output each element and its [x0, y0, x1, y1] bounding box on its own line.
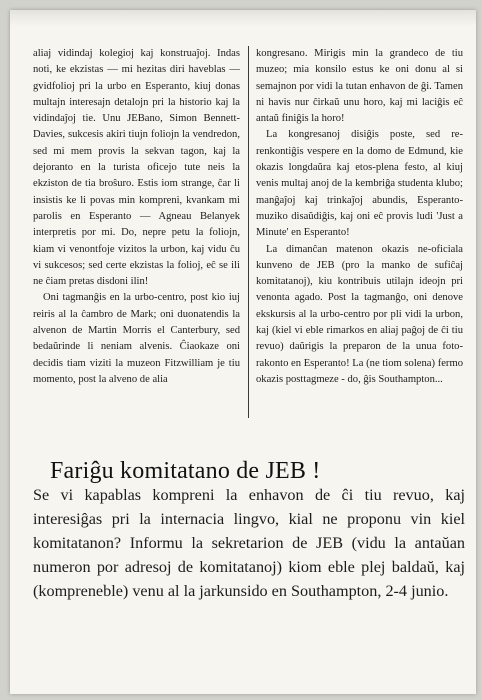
- article-paragraph: La dimanĉan matenon okazis ne-oficiala kunveno de JEB (pro la manko de sufiĉaj komitatanoj), kiu kontribuis utilajn ideojn pri venonta agado. Post la tagmanĝo, oni denove ekskursis al la urbo-centro por pli vidi la urbon, kaj (kiel vi eble rimarkos en aliaj paĝoj de ĉi tiu revuo) daŭrigis la preparon de la unua foto-rakonto en Esperanto! La (ne tiom solena) fermo okazis posttagmeze - do, ĝis Southampton...: [256, 243, 463, 385]
- article-columns: [33, 46, 465, 418]
- column-divider: [248, 46, 249, 418]
- article-left-column: [33, 46, 240, 388]
- article-paragraph: La kongresanoj disiĝis poste, sed re-renkontiĝis vespere en la domo de Edmund, kie okazis longdaŭra kaj etos-plena festo, al kiuj venis multaj anoj de la kembriĝa studenta klubo; manĝaĵoj kaj trinkaĵoj abundis, Esperanto-muziko disaŭdiĝis, kaj oni eĉ provis ludi 'Just a Minute' en Esperanto!: [256, 129, 463, 239]
- article-paragraph: kongresano. Mirigis min la grandeco de tiu muzeo; mia konsilo estus ke oni donu al si semajnon por vidi la tutan enhavon de ĝi. Tamen ni havis nur ĉirkaŭ unu horo, kaj mi laciĝis eĉ antaŭ finiĝis la horo!: [256, 48, 463, 125]
- newsletter-page: [10, 10, 476, 694]
- article-right-column: [256, 46, 463, 388]
- article-paragraph: Oni tagmanĝis en la urbo-centro, post kio iuj reiris al la ĉambro de Mark; oni duonatendis la alvenon de Martin Morris el Canterbury, sed bedaŭrinde li neniam alvenis. Ĉiaokaze oni decidis tiam viziti la muzeon Fitzwilliam je tiu momento, post la alveno de alia: [33, 292, 240, 385]
- article-paragraph: aliaj vidindaj kolegioj kaj konstruaĵoj. Indas noti, ke ekzistas — mi hezitas diri haveblas — gvidfolioj pri la urbo en Esperanto, kiuj donas multajn interesajn detalojn pri la historio kaj la vidindaĵoj tie. Unu JEBano, Simon Bennett-Davies, sukcesis akiri tiujn foliojn la vendredon, sed mi mem provis la sekvan tagon, kaj la dejoranto en la turista oficejo tute neis la ekziston de tia broŝuro. Estis iom strange, ĉar li insistis ke li povas min kompreni, kvankam mi parolis en Esperanto — Agneau Belanyek interpretis por mi. Do, nepre petu la foliojn, kiam vi venontfoje vizitos la urbon, kaj vidu ĉu vi sukcesos; sed certe ekzistas la folioj, eĉ se ili ne ĉiam pretas disdoni ilin!: [33, 48, 240, 288]
- notice-body: Se vi kapablas kompreni la enhavon de ĉi tiu revuo, kaj interesiĝas pri la internacia lingvo, kial ne proponu vin kiel komitatanon? Informu la sekretarion de JEB (vidu la antaŭan numeron por adresoj de komitatanoj) kiom eble plej baldaŭ, kaj (kompreneble) venu al la jarkunsido en Southampton, 2-4 junio.: [33, 486, 465, 600]
- paper-edge: [10, 10, 476, 26]
- notice-heading: Fariĝu komitatano de JEB !: [50, 458, 321, 485]
